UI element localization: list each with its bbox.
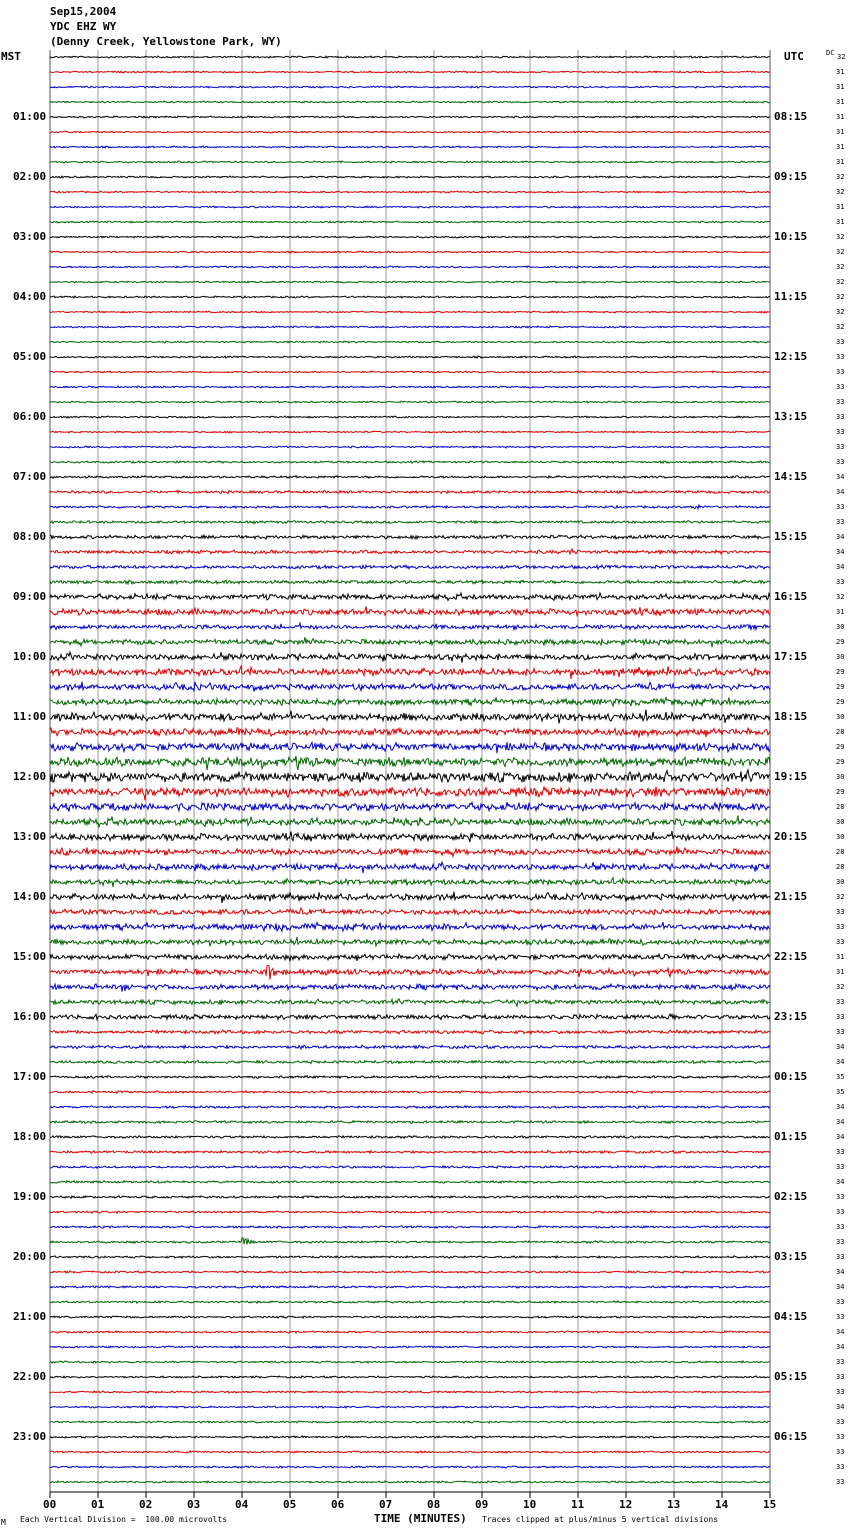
- hour-label-utc: 18:15: [774, 710, 808, 723]
- trace-94: [50, 1466, 770, 1468]
- hour-label-utc: 15:15: [774, 530, 808, 543]
- dc-offset-value: 34: [836, 1343, 845, 1351]
- trace-9: [50, 191, 770, 193]
- dc-offset-value: 33: [836, 398, 845, 406]
- dc-offset-value: 34: [836, 1268, 845, 1276]
- dc-offset-value: 33: [836, 1298, 845, 1306]
- hour-label-utc: 16:15: [774, 590, 808, 603]
- dc-offset-value: 33: [836, 1433, 845, 1441]
- dc-offset-value: 34: [836, 488, 845, 496]
- dc-offset-value: 31: [836, 953, 845, 961]
- trace-70: [50, 1106, 770, 1109]
- x-tick-label-11: 11: [571, 1498, 585, 1511]
- dc-offset-value: 33: [836, 353, 845, 361]
- trace-90: [50, 1406, 770, 1408]
- trace-78: [50, 1226, 770, 1228]
- dc-offset-value: 30: [836, 713, 845, 721]
- x-tick-label-03: 03: [187, 1498, 201, 1511]
- trace-91: [50, 1421, 770, 1423]
- trace-95: [50, 1481, 770, 1483]
- trace-82: [50, 1286, 770, 1288]
- hour-label-mst: 15:00: [13, 950, 47, 963]
- dc-offset-value: 34: [836, 1328, 845, 1336]
- dc-offset-value: 33: [836, 1223, 845, 1231]
- right-timezone-label: UTC: [784, 50, 804, 63]
- dc-offset-value: 34: [836, 1043, 845, 1051]
- trace-88: [50, 1376, 770, 1378]
- dc-offset-value: 32: [836, 248, 845, 256]
- hour-label-utc: 23:15: [774, 1010, 808, 1023]
- trace-56: [50, 892, 770, 903]
- trace-62: [50, 984, 770, 992]
- dc-offset-value: 33: [836, 923, 845, 931]
- dc-offset-value: 33: [836, 1313, 845, 1321]
- trace-31: [50, 521, 770, 524]
- trace-8: [50, 176, 770, 178]
- dc-offset-value: 33: [836, 1028, 845, 1036]
- trace-14: [50, 266, 770, 268]
- dc-offset-value: 33: [836, 1208, 845, 1216]
- hour-label-mst: 17:00: [13, 1070, 47, 1083]
- trace-23: [50, 401, 770, 403]
- dc-offset-value: 32: [836, 278, 845, 286]
- hour-label-utc: 00:15: [774, 1070, 808, 1083]
- dc-offset-value: 34: [836, 1103, 845, 1111]
- scale-note: Each Vertical Division = 100.00 microvolts: [20, 1515, 228, 1524]
- dc-offset-value: 34: [836, 533, 845, 541]
- dc-offset-value: 29: [836, 698, 845, 706]
- dc-offset-value: 31: [836, 968, 845, 976]
- trace-38: [50, 623, 770, 629]
- x-tick-label-00: 00: [43, 1498, 57, 1511]
- hour-label-mst: 01:00: [13, 110, 47, 123]
- trace-64: [50, 1014, 770, 1020]
- hour-label-mst: 03:00: [13, 230, 47, 243]
- dc-offset-value: 29: [836, 638, 845, 646]
- trace-28: [50, 476, 770, 478]
- dc-offset-value: 33: [836, 1448, 845, 1456]
- dc-offset-value: 33: [836, 1253, 845, 1261]
- dc-offset-value: 31: [836, 608, 845, 616]
- dc-offset-value: 34: [836, 548, 845, 556]
- trace-3: [50, 101, 770, 103]
- x-tick-label-01: 01: [91, 1498, 105, 1511]
- hour-label-mst: 12:00: [13, 770, 47, 783]
- hour-label-utc: 19:15: [774, 770, 808, 783]
- trace-30: [50, 505, 770, 509]
- dc-offset-value: 28: [836, 848, 845, 856]
- dc-offset-value: 32: [837, 53, 846, 61]
- x-tick-label-15: 15: [763, 1498, 777, 1511]
- trace-48: [50, 770, 770, 783]
- dc-offset-value: 33: [836, 338, 845, 346]
- trace-83: [50, 1301, 770, 1303]
- dc-offset-value: 33: [836, 1373, 845, 1381]
- dc-offset-value: 32: [836, 893, 845, 901]
- x-tick-label-10: 10: [523, 1498, 537, 1511]
- trace-13: [50, 251, 770, 253]
- dc-offset-value: 31: [836, 113, 845, 121]
- dc-offset-value: 30: [836, 773, 845, 781]
- x-tick-label-13: 13: [667, 1498, 681, 1511]
- dc-offset-value: 31: [836, 143, 845, 151]
- hour-label-mst: 21:00: [13, 1310, 47, 1323]
- dc-offset-value: 34: [836, 1283, 845, 1291]
- hour-label-utc: 12:15: [774, 350, 808, 363]
- trace-20: [50, 356, 770, 358]
- dc-offset-value: 32: [836, 593, 845, 601]
- trace-27: [50, 461, 770, 463]
- dc-offset-value: 29: [836, 743, 845, 751]
- dc-offset-value: 28: [836, 728, 845, 736]
- dc-offset-value: 29: [836, 683, 845, 691]
- x-tick-label-14: 14: [715, 1498, 729, 1511]
- hour-label-mst: 05:00: [13, 350, 47, 363]
- hour-label-utc: 03:15: [774, 1250, 808, 1263]
- dc-offset-value: 32: [836, 293, 845, 301]
- x-tick-label-05: 05: [283, 1498, 297, 1511]
- trace-93: [50, 1451, 770, 1453]
- trace-43: [50, 697, 770, 706]
- dc-offset-value: 33: [836, 908, 845, 916]
- trace-77: [50, 1211, 770, 1213]
- x-axis-label: TIME (MINUTES): [374, 1512, 467, 1525]
- dc-offset-value: 33: [836, 518, 845, 526]
- dc-offset-value: 34: [836, 1118, 845, 1126]
- hour-label-mst: 09:00: [13, 590, 47, 603]
- dc-offset-value: 32: [836, 173, 845, 181]
- dc-offset-value: 32: [836, 188, 845, 196]
- trace-5: [50, 131, 770, 133]
- trace-49: [50, 787, 770, 801]
- trace-37: [50, 606, 770, 615]
- trace-18: [50, 326, 770, 328]
- trace-74: [50, 1166, 770, 1168]
- hour-label-mst: 06:00: [13, 410, 47, 423]
- trace-84: [50, 1316, 770, 1318]
- trace-55: [50, 878, 770, 887]
- trace-12: [50, 236, 770, 238]
- hour-label-utc: 10:15: [774, 230, 808, 243]
- hour-label-mst: 22:00: [13, 1370, 47, 1383]
- trace-17: [50, 311, 770, 313]
- hour-label-utc: 13:15: [774, 410, 808, 423]
- dc-offset-value: 31: [836, 68, 845, 76]
- station-code: YDC EHZ WY: [50, 20, 117, 33]
- hour-label-mst: 13:00: [13, 830, 47, 843]
- trace-42: [50, 682, 770, 692]
- trace-61: [50, 965, 770, 979]
- trace-21: [50, 371, 770, 373]
- dc-offset-value: 31: [836, 128, 845, 136]
- trace-36: [50, 593, 770, 601]
- trace-57: [50, 908, 770, 915]
- dc-offset-value: 33: [836, 938, 845, 946]
- trace-85: [50, 1331, 770, 1333]
- dc-offset-value: 33: [836, 1478, 845, 1486]
- dc-offset-value: 32: [836, 308, 845, 316]
- dc-offset-header: DC: [826, 49, 835, 57]
- trace-6: [50, 146, 770, 148]
- trace-33: [50, 549, 770, 554]
- station-location: (Denny Creek, Yellowstone Park, WY): [50, 35, 282, 48]
- x-tick-label-02: 02: [139, 1498, 153, 1511]
- trace-29: [50, 490, 770, 493]
- trace-67: [50, 1061, 770, 1064]
- trace-11: [50, 221, 770, 223]
- dc-offset-value: 29: [836, 668, 845, 676]
- dc-offset-value: 28: [836, 803, 845, 811]
- trace-2: [50, 86, 770, 88]
- dc-offset-value: 33: [836, 1463, 845, 1471]
- dc-offset-value: 31: [836, 98, 845, 106]
- trace-10: [50, 206, 770, 208]
- dc-offset-value: 34: [836, 473, 845, 481]
- trace-16: [50, 296, 770, 298]
- dc-offset-value: 34: [836, 1133, 845, 1141]
- dc-offset-value: 30: [836, 653, 845, 661]
- hour-label-utc: 09:15: [774, 170, 808, 183]
- dc-offset-value: 35: [836, 1088, 845, 1096]
- hour-label-utc: 01:15: [774, 1130, 808, 1143]
- hour-label-utc: 22:15: [774, 950, 808, 963]
- dc-offset-value: 34: [836, 563, 845, 571]
- hour-label-mst: 10:00: [13, 650, 47, 663]
- trace-44: [50, 710, 770, 724]
- dc-offset-value: 32: [836, 323, 845, 331]
- trace-66: [50, 1045, 770, 1049]
- trace-40: [50, 652, 770, 663]
- hour-label-mst: 04:00: [13, 290, 47, 303]
- dc-offset-value: 33: [836, 578, 845, 586]
- hour-label-utc: 02:15: [774, 1190, 808, 1203]
- dc-offset-value: 33: [836, 1013, 845, 1021]
- dc-offset-value: 34: [836, 1403, 845, 1411]
- dc-offset-value: 33: [836, 1388, 845, 1396]
- dc-offset-value: 31: [836, 83, 845, 91]
- dc-offset-value: 33: [836, 503, 845, 511]
- hour-label-utc: 21:15: [774, 890, 808, 903]
- trace-69: [50, 1091, 770, 1093]
- x-tick-label-06: 06: [331, 1498, 345, 1511]
- trace-58: [50, 922, 770, 931]
- dc-offset-value: 33: [836, 1358, 845, 1366]
- trace-34: [50, 565, 770, 569]
- trace-26: [50, 446, 770, 448]
- dc-offset-value: 30: [836, 623, 845, 631]
- trace-7: [50, 161, 770, 163]
- dc-offset-value: 32: [836, 983, 845, 991]
- dc-offset-value: 31: [836, 203, 845, 211]
- trace-39: [50, 637, 770, 647]
- trace-71: [50, 1121, 770, 1124]
- trace-87: [50, 1361, 770, 1363]
- trace-59: [50, 937, 770, 946]
- trace-53: [50, 847, 770, 857]
- trace-50: [50, 802, 770, 811]
- trace-0: [50, 56, 770, 58]
- dc-offset-value: 30: [836, 833, 845, 841]
- dc-offset-value: 35: [836, 1073, 845, 1081]
- x-tick-label-12: 12: [619, 1498, 633, 1511]
- trace-68: [50, 1076, 770, 1079]
- seismic-traces: [50, 56, 770, 1483]
- trace-45: [50, 728, 770, 738]
- dc-offset-value: 32: [836, 263, 845, 271]
- trace-19: [50, 341, 770, 343]
- hour-label-utc: 11:15: [774, 290, 808, 303]
- hour-label-mst: 23:00: [13, 1430, 47, 1443]
- trace-52: [50, 831, 770, 842]
- dc-offset-value: 34: [836, 1178, 845, 1186]
- hour-label-utc: 08:15: [774, 110, 808, 123]
- trace-22: [50, 386, 770, 388]
- trace-89: [50, 1391, 770, 1393]
- hour-label-mst: 11:00: [13, 710, 47, 723]
- dc-offset-value: 33: [836, 1163, 845, 1171]
- dc-offset-value: 33: [836, 998, 845, 1006]
- trace-1: [50, 71, 770, 73]
- dc-offset-value: 33: [836, 443, 845, 451]
- hour-label-mst: 07:00: [13, 470, 47, 483]
- dc-offset-value: 31: [836, 158, 845, 166]
- trace-86: [50, 1346, 770, 1348]
- hour-label-mst: 14:00: [13, 890, 47, 903]
- dc-offset-value: 33: [836, 368, 845, 376]
- trace-80: [50, 1256, 770, 1258]
- dc-offset-value: 28: [836, 863, 845, 871]
- clip-note: Traces clipped at plus/minus 5 vertical divisions: [482, 1515, 719, 1524]
- trace-46: [50, 742, 770, 753]
- dc-offset-value: 29: [836, 788, 845, 796]
- hour-label-mst: 18:00: [13, 1130, 47, 1143]
- dc-offset-value: 33: [836, 1238, 845, 1246]
- trace-60: [50, 954, 770, 961]
- x-tick-label-04: 04: [235, 1498, 249, 1511]
- dc-offset-value: 29: [836, 758, 845, 766]
- trace-35: [50, 580, 770, 584]
- trace-25: [50, 431, 770, 433]
- dc-offset-value: 33: [836, 458, 845, 466]
- trace-24: [50, 416, 770, 418]
- record-date: Sep15,2004: [50, 5, 117, 18]
- trace-73: [50, 1151, 770, 1154]
- x-tick-label-07: 07: [379, 1498, 393, 1511]
- left-timezone-label: MST: [1, 50, 21, 63]
- hour-label-utc: 05:15: [774, 1370, 808, 1383]
- hour-label-utc: 17:15: [774, 650, 808, 663]
- dc-offset-value: 33: [836, 413, 845, 421]
- dc-offset-value: 33: [836, 1148, 845, 1156]
- hour-label-mst: 08:00: [13, 530, 47, 543]
- trace-81: [50, 1271, 770, 1273]
- hour-label-mst: 16:00: [13, 1010, 47, 1023]
- dc-offset-value: 30: [836, 818, 845, 826]
- dc-offset-value: 33: [836, 1193, 845, 1201]
- dc-offset-value: 30: [836, 878, 845, 886]
- hour-label-mst: 20:00: [13, 1250, 47, 1263]
- dc-offset-value: 33: [836, 428, 845, 436]
- time-axis: [50, 1492, 770, 1498]
- trace-65: [50, 1030, 770, 1034]
- trace-75: [50, 1181, 770, 1184]
- dc-offset-value: 32: [836, 233, 845, 241]
- x-tick-label-08: 08: [427, 1498, 441, 1511]
- corner-mark: M: [1, 1518, 6, 1527]
- trace-15: [50, 281, 770, 283]
- trace-4: [50, 116, 770, 118]
- trace-79: [50, 1238, 770, 1245]
- x-tick-label-09: 09: [475, 1498, 489, 1511]
- trace-72: [50, 1136, 770, 1139]
- dc-offset-value: 33: [836, 383, 845, 391]
- trace-76: [50, 1196, 770, 1199]
- dc-offset-value: 33: [836, 1418, 845, 1426]
- trace-47: [50, 756, 770, 770]
- hour-label-mst: 02:00: [13, 170, 47, 183]
- hour-label-utc: 14:15: [774, 470, 808, 483]
- dc-offset-value: 31: [836, 218, 845, 226]
- dc-offset-value: 34: [836, 1058, 845, 1066]
- trace-32: [50, 535, 770, 539]
- hour-label-utc: 06:15: [774, 1430, 808, 1443]
- trace-63: [50, 999, 770, 1006]
- hour-label-utc: 20:15: [774, 830, 808, 843]
- trace-41: [50, 666, 770, 679]
- hour-label-utc: 04:15: [774, 1310, 808, 1323]
- trace-92: [50, 1436, 770, 1438]
- trace-54: [50, 862, 770, 873]
- trace-51: [50, 816, 770, 827]
- hour-label-mst: 19:00: [13, 1190, 47, 1203]
